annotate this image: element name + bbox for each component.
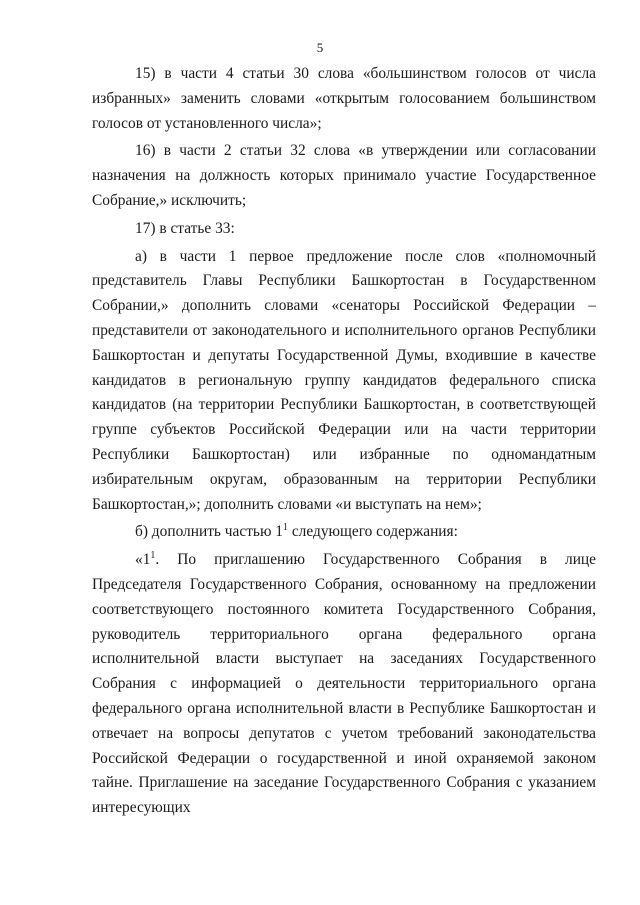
- paragraph-lead: «1: [135, 551, 151, 569]
- paragraph-item-17: 17) в статье 33:: [135, 219, 235, 237]
- paragraph-item-15: 15) в части 4 статьи 30 слова «большинством голосов от числа избранных» заменить словами «открытым голосованием большинством голосов от установленного числа»;: [92, 65, 596, 132]
- superscript-mark: 1: [150, 550, 156, 562]
- superscript-mark: 1: [283, 522, 288, 534]
- page-number: 5: [316, 40, 324, 55]
- paragraph-item-16: 16) в части 2 статьи 32 слова «в утверждении или согласовании назначения на должность которых принимало участие Государственное Собрание,» исключить;: [92, 142, 596, 209]
- paragraph-lead: б) дополнить частью 1: [135, 523, 283, 541]
- paragraph-tail: . По приглашению Государственного Собрания в лице Председателя Государственного Собрания, основанному на предложении соответствующего постоянного комитета Государственного Собрания, руководитель территориального органа федерального органа исполнительной власти выступает на заседаниях Государственного Собрания с информацией о деятельности территориального органа федерального органа исполнительной власти в Республике Башкортостан и отвечает на вопросы депутатов с учетом требований законодательства Российской Федерации о государственной и иной охраняемой законом тайне. Приглашение на заседание Государственного Собрания с указанием интересующих: [92, 551, 596, 817]
- document-body: [92, 62, 596, 821]
- paragraph-item-17-b: [92, 520, 596, 545]
- paragraph-item-17-a: а) в части 1 первое предложение после слов «полномочный представитель Главы Республики Башкортостан в Государственном Собрании,» дополнить словами «сенаторы Российской Федерации – представители от законодательного и исполнительного органов Республики Башкортостан и депутаты Государственной Думы, входившие в качестве кандидатов в региональную группу кандидатов федерального списка кандидатов (на территории Республики Башкортостан, в соответствующей группе субъектов Российской Федерации или на части территории Республики Башкортостан) или избранные по одномандатным избирательным округам, образованным на территории Республики Башкортостан,»; дополнить словами «и выступать на нем»;: [92, 247, 596, 513]
- paragraph-tail: следующего содержания:: [288, 523, 458, 541]
- paragraph-part-1-1: [92, 548, 596, 821]
